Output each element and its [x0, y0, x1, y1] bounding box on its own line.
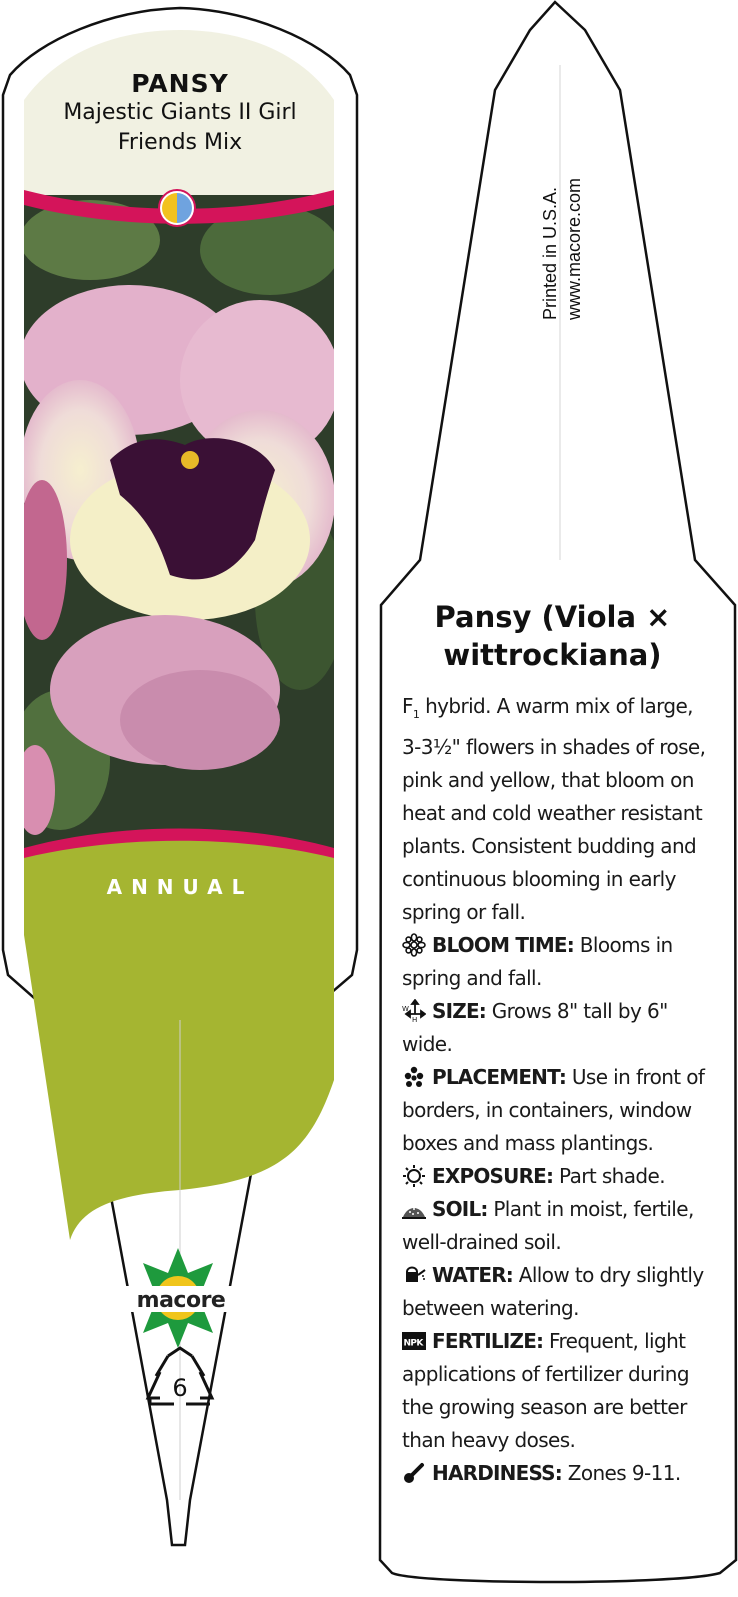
npk-icon: [402, 1329, 426, 1353]
svg-text:NPK: NPK: [403, 1338, 423, 1349]
exposure-section: EXPOSURE: Part shade.: [402, 1160, 710, 1193]
size-section: W H SIZE: Grows 8" tall by 6" wide.: [402, 999, 668, 1056]
botanical-title: Pansy (Viola × wittrockiana): [434, 600, 671, 672]
flower-icon: [402, 933, 426, 957]
fertilize-section: NPK FERTILIZE: Frequent, light applications of fertilizer during the growing season are better than heavy doses.: [402, 1329, 689, 1452]
watering-can-icon: [402, 1263, 426, 1287]
printed-info: [538, 120, 584, 320]
water-section: WATER: Allow to dry slightly between watering.: [402, 1263, 704, 1320]
soil-icon: [402, 1197, 426, 1221]
bloom-time-section: BLOOM TIME: Blooms in spring and fall.: [402, 933, 673, 990]
soil-section: SOIL: Plant in moist, fertile, well-drained soil.: [402, 1197, 694, 1254]
placement-icon: [402, 1065, 426, 1089]
thermometer-icon: [402, 1461, 426, 1485]
brand-name: macore: [136, 1288, 226, 1313]
category-label: ANNUAL: [106, 875, 254, 899]
svg-text:W: W: [402, 1005, 409, 1013]
hardiness-section: HARDINESS: Zones 9-11.: [402, 1457, 710, 1490]
website-line: www.macore.com: [564, 177, 584, 320]
description: $F_1$ hybrid. A warm mix of large, 3-3½" flowers in shades of rose, pink and yellow, that bloom on heat and cold weather resistant plants. Consistent budding and continuous blooming in early spring or fall.: [402, 694, 706, 924]
recycle-code: 6: [172, 1374, 188, 1402]
placement-section: PLACEMENT: Use in front of borders, in containers, window boxes and mass plantings.: [402, 1065, 705, 1155]
printed-line: Printed in U.S.A.: [540, 186, 560, 320]
size-icon: [402, 999, 426, 1023]
svg-text:H: H: [412, 1016, 417, 1023]
plant-header: [30, 70, 330, 158]
plant-name: PANSY: [131, 69, 229, 98]
care-instructions: [402, 690, 710, 1490]
sun-icon: [402, 1164, 426, 1188]
variety-name: Majestic Giants II Girl Friends Mix: [63, 100, 297, 155]
